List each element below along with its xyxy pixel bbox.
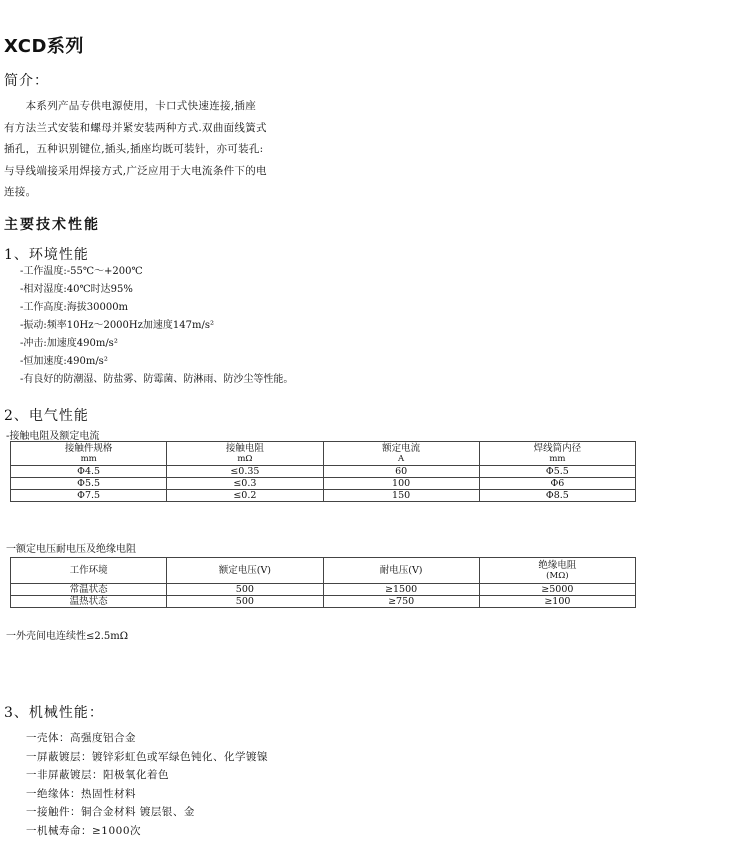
list-item: 一非屏蔽镀层：阳极氧化着色 xyxy=(26,769,169,782)
table1-caption: -接触电阻及额定电流 xyxy=(6,431,100,442)
table-row xyxy=(11,466,636,478)
intro-paragraph xyxy=(4,96,334,204)
voltage-insulation-table xyxy=(10,557,636,608)
table2-caption: 一额定电压耐电压及绝缘电阻 xyxy=(6,544,136,555)
table-cell: ≥100 xyxy=(479,596,635,608)
list-item: 一屏蔽镀层：镀锌彩虹色或军绿色钝化、化学镀镍 xyxy=(26,750,268,763)
table-row xyxy=(11,478,636,490)
list-item: 一接触件：铜合金材料 镀层银、金 xyxy=(26,806,195,819)
table-header-cell: 工作环境 xyxy=(11,558,167,584)
list-item: 一绝缘体：热固性材料 xyxy=(26,787,136,800)
table-header-cell: 额定电压(V) xyxy=(167,558,323,584)
table-cell: 150 xyxy=(323,490,479,502)
table-cell: Φ5.5 xyxy=(479,466,635,478)
intro-line: 与导线端接采用焊接方式,广泛应用于大电流条件下的电 xyxy=(4,164,267,177)
table-cell: Φ7.5 xyxy=(11,490,167,502)
list-item: 一机械寿命：≥1000次 xyxy=(26,824,142,837)
table-header-cell: 耐电压(V) xyxy=(323,558,479,584)
table-header-cell: 绝缘电阻 (MΩ) xyxy=(479,558,635,584)
intro-line: 本系列产品专供电源使用，卡口式快速连接,插座 xyxy=(4,100,257,112)
list-item: -恒加速度:490m/s² xyxy=(20,356,108,367)
table-header-cell: 接触电阻 mΩ xyxy=(167,442,323,466)
list-item: -冲击:加速度490m/s² xyxy=(20,338,118,349)
table-cell: ≤0.2 xyxy=(167,490,323,502)
contact-resistance-table xyxy=(10,441,636,502)
table-cell: Φ8.5 xyxy=(479,490,635,502)
intro-line: 有方法兰式安装和螺母并紧安装两种方式.双曲面线簧式 xyxy=(4,121,267,134)
table-header-row xyxy=(11,558,636,584)
list-item: -振动:频率10Hz～2000Hz加速度147m/s² xyxy=(20,320,214,331)
table-header-cell: 接触件规格 mm xyxy=(11,442,167,466)
table-row xyxy=(11,596,636,608)
intro-line: 连接。 xyxy=(4,186,37,198)
intro-heading: 简介： xyxy=(4,73,49,89)
table-cell: ≥5000 xyxy=(479,584,635,596)
table-row xyxy=(11,490,636,502)
table-cell: ≤0.3 xyxy=(167,478,323,490)
table-cell: Φ5.5 xyxy=(11,478,167,490)
list-item: -相对湿度:40℃时达95% xyxy=(20,284,133,295)
list-item: -有良好的防潮湿、防盐雾、防霉菌、防淋雨、防沙尘等性能。 xyxy=(20,374,294,385)
table-cell: 500 xyxy=(167,596,323,608)
intro-line: 插孔，五种识别键位,插头,插座均既可装针，亦可装孔: xyxy=(4,143,264,155)
table-cell: 温热状态 xyxy=(11,596,167,608)
continuity-note: 一外壳间电连续性≤2.5mΩ xyxy=(6,631,129,642)
table-cell: 60 xyxy=(323,466,479,478)
mech-list xyxy=(26,729,268,841)
table-header-cell: 焊线筒内径 mm xyxy=(479,442,635,466)
table-header-cell: 额定电流 A xyxy=(323,442,479,466)
table-cell: Φ4.5 xyxy=(11,466,167,478)
table-cell: Φ6 xyxy=(479,478,635,490)
env-list xyxy=(20,263,293,389)
table-cell: 常温状态 xyxy=(11,584,167,596)
list-item: 一壳体：高强度铝合金 xyxy=(26,732,136,744)
table-cell: ≥1500 xyxy=(323,584,479,596)
list-item: -工作温度:-55℃～+200℃ xyxy=(20,266,143,277)
mech-heading: 3、机械性能： xyxy=(4,705,104,721)
table-cell: 500 xyxy=(167,584,323,596)
elec-heading: 2、电气性能 xyxy=(4,408,89,424)
list-item: -工作高度:海拔30000m xyxy=(20,302,129,313)
table-cell: 100 xyxy=(323,478,479,490)
spec-heading: 主要技术性能 xyxy=(4,217,100,233)
table-header-row xyxy=(11,442,636,466)
table-cell: ≤0.35 xyxy=(167,466,323,478)
table-row xyxy=(11,584,636,596)
env-heading: 1、环境性能 xyxy=(4,247,89,263)
page-title: XCD系列 xyxy=(4,36,84,57)
table-cell: ≥750 xyxy=(323,596,479,608)
